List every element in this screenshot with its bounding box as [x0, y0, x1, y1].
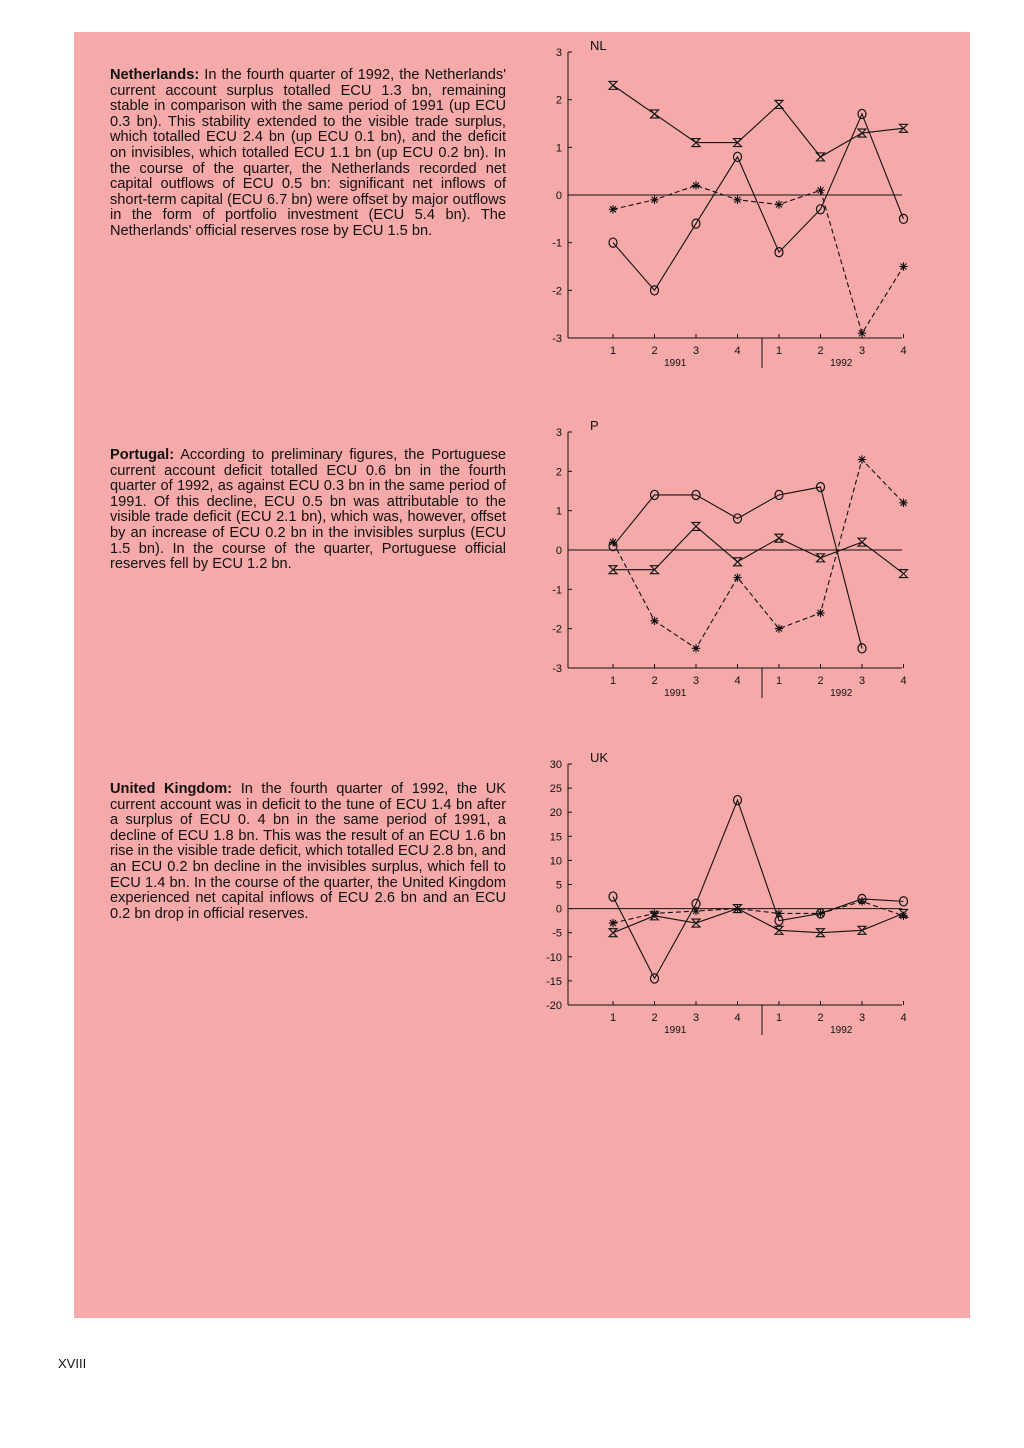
y-tick-label: 3 — [555, 427, 562, 439]
data-point-star — [816, 186, 824, 194]
x-tick-label: 3 — [858, 675, 866, 687]
data-point-hourglass — [817, 153, 825, 161]
marker-star — [733, 904, 741, 912]
data-point-hourglass — [817, 554, 825, 562]
y-tick-label: 30 — [549, 759, 562, 771]
x-tick-label: 1 — [609, 675, 617, 687]
data-point-star — [816, 909, 824, 917]
chart-title: UK — [590, 750, 609, 765]
data-point-star — [733, 196, 741, 204]
data-point-hourglass — [900, 570, 908, 578]
x-tick-label: 4 — [900, 675, 907, 687]
x-tick-label: 1 — [775, 1012, 783, 1024]
y-tick-label: 3 — [555, 47, 562, 59]
marker-star — [858, 897, 866, 905]
marker-star — [816, 609, 824, 617]
x-tick-label: 4 — [900, 1012, 907, 1024]
portugal-paragraph: Portugal: According to preliminary figures, the Portuguese current account deficit totalled ECU 0.6 bn in the fourth quarter of 1992, as against ECU 0.3 bn in the same period of 1991. Of this decline, ECU 0.5 bn was attributable to the visible trade deficit (ECU 2.1 bn), which was, however, offset by an increase of ECU 0.2 bn in the invisibles surplus (ECU 1.5 bn). In the course of the quarter, Portuguese official reserves fell by ECU 1.2 bn. — [110, 447, 507, 573]
year-label: 1991 — [664, 1025, 687, 1036]
data-point-star — [775, 624, 783, 632]
data-point-hourglass — [609, 81, 617, 89]
year-label: 1992 — [830, 358, 853, 369]
marker-star — [692, 644, 700, 652]
marker-hourglass — [900, 570, 908, 578]
marker-hourglass — [858, 538, 866, 546]
data-point-star — [692, 181, 700, 189]
y-tick-label: -10 — [546, 951, 562, 964]
marker-star — [692, 181, 700, 189]
y-tick-label: 1 — [555, 142, 562, 155]
x-tick-label: 2 — [651, 1012, 658, 1024]
y-tick-label: 0 — [555, 190, 562, 202]
marker-star — [775, 200, 783, 208]
y-tick-label: -1 — [552, 237, 562, 250]
y-tick-label: -2 — [552, 623, 562, 636]
series-line-hourglass — [613, 85, 904, 157]
chart-nl — [540, 40, 920, 390]
marker-star — [609, 919, 617, 927]
marker-star — [650, 909, 658, 917]
data-point-star — [609, 919, 617, 927]
data-point-star — [858, 329, 866, 337]
y-tick-label: 1 — [555, 505, 562, 518]
marker-hourglass — [734, 558, 742, 566]
data-point-star — [733, 573, 741, 581]
data-point-circle — [609, 238, 617, 247]
series-line-star — [613, 185, 904, 333]
y-tick-label: 20 — [549, 807, 562, 820]
marker-star — [858, 455, 866, 463]
data-point-hourglass — [858, 538, 866, 546]
marker-star — [899, 499, 907, 507]
x-tick-label: 3 — [692, 345, 700, 357]
y-tick-label: -5 — [552, 927, 562, 940]
marker-star — [775, 909, 783, 917]
x-tick-label: 3 — [692, 1012, 700, 1024]
data-point-star — [692, 907, 700, 915]
y-tick-label: 0 — [555, 545, 562, 557]
y-tick-label: -3 — [552, 333, 562, 345]
x-tick-label: 1 — [609, 345, 617, 357]
marker-circle — [858, 644, 866, 653]
paragraph-text: In the fourth quarter of 1992, the UK current account was in deficit to the tune of ECU 1.4 bn after a surplus of ECU 0. 4 bn in the same period of 1991, a decline of ECU 1.8 bn. This was the result of an ECU 1.6 bn rise in the visible trade deficit, which totalled ECU 2.8 bn, and an ECU 0.2 bn decline in the invisibles surplus, which fell to ECU 1.4 bn. In the course of the quarter, the United Kingdom experienced net capital inflows of ECU 2.6 bn and an ECU 0.2 bn drop in official reserves. — [110, 781, 507, 922]
y-tick-label: 25 — [549, 783, 562, 796]
marker-hourglass — [651, 110, 659, 118]
y-tick-label: -2 — [552, 285, 562, 298]
year-label: 1991 — [664, 358, 687, 369]
marker-star — [650, 196, 658, 204]
x-tick-label: 2 — [817, 1012, 824, 1024]
y-tick-label: 5 — [555, 879, 562, 892]
country-heading: Portugal — [110, 447, 170, 463]
x-tick-label: 1 — [775, 345, 783, 357]
marker-star — [692, 907, 700, 915]
page-number: XVIII — [58, 1356, 87, 1371]
y-tick-label: 2 — [555, 466, 562, 479]
x-tick-label: 4 — [734, 345, 741, 357]
marker-star — [609, 205, 617, 213]
y-tick-label: 0 — [555, 903, 562, 916]
chart-uk — [540, 740, 920, 1050]
chart-title: P — [590, 418, 599, 433]
x-tick-label: 4 — [734, 675, 741, 687]
series-line-circle — [613, 487, 862, 648]
data-point-star — [899, 262, 907, 270]
data-point-hourglass — [651, 110, 659, 118]
marker-hourglass — [692, 522, 700, 530]
data-point-star — [650, 909, 658, 917]
y-tick-label: -20 — [546, 1000, 562, 1012]
chart-p — [540, 420, 920, 710]
y-tick-label: 10 — [549, 855, 562, 868]
data-point-star — [899, 912, 907, 920]
series-line-circle — [613, 800, 904, 978]
marker-hourglass — [817, 554, 825, 562]
marker-star — [733, 573, 741, 581]
marker-circle — [609, 238, 617, 247]
data-point-star — [775, 200, 783, 208]
marker-hourglass — [775, 534, 783, 542]
marker-star — [858, 329, 866, 337]
year-label: 1992 — [830, 1025, 853, 1036]
year-label: 1992 — [830, 688, 853, 699]
data-point-star — [609, 538, 617, 546]
marker-star — [816, 186, 824, 194]
paragraph-text: In the fourth quarter of 1992, the Netherlands' current account surplus totalled ECU 1.3 bn, remaining stable in comparison with the same period of 1991 (up ECU 0.3 bn). This stability extended to the visible trade surplus, which totalled ECU 2.4 bn (up ECU 0.1 bn), and the deficit on invisibles, which totalled ECU 1.1 bn (up ECU 0.2 bn). In the course of the quarter, the Netherlands recorded net capital outflows of ECU 0.5 bn: significant net inflows of short-term capital (ECU 6.7 bn) were offset by major outflows in the form of portfolio investment (ECU 5.4 bn). The Netherlands' official reserves rose by ECU 1.5 bn. — [110, 67, 506, 239]
marker-hourglass — [775, 100, 783, 108]
y-tick-label: 2 — [555, 94, 562, 107]
x-tick-label: 2 — [651, 675, 658, 687]
y-tick-label: -1 — [552, 584, 562, 597]
country-heading: Netherlands — [110, 67, 195, 83]
data-point-star — [775, 909, 783, 917]
data-point-star — [858, 897, 866, 905]
y-tick-label: -3 — [552, 663, 562, 675]
series-line-star — [613, 460, 904, 649]
data-point-circle — [858, 644, 866, 653]
x-tick-label: 1 — [609, 1012, 617, 1024]
data-point-star — [816, 609, 824, 617]
x-tick-label: 1 — [775, 675, 783, 687]
paragraph-text: According to preliminary figures, the Portuguese current account deficit totalled ECU 0.6 bn in the fourth quarter of 1992, as against ECU 0.3 bn in the same period of 1991. Of this decline, ECU 0.5 bn was attributable to the visible trade deficit (ECU 2.1 bn), which was, however, offset by an increase of ECU 0.2 bn in the invisibles surplus (ECU 1.5 bn). In the course of the quarter, Portuguese official reserves fell by ECU 1.2 bn. — [110, 447, 507, 573]
y-tick-label: -15 — [546, 975, 562, 988]
marker-star — [816, 909, 824, 917]
x-tick-label: 2 — [817, 675, 824, 687]
x-tick-label: 3 — [858, 1012, 866, 1024]
country-heading: United Kingdom — [110, 781, 228, 797]
data-point-star — [858, 455, 866, 463]
data-point-star — [650, 196, 658, 204]
data-point-star — [692, 644, 700, 652]
x-tick-label: 4 — [900, 345, 907, 357]
year-label: 1991 — [664, 688, 687, 699]
data-point-star — [609, 205, 617, 213]
data-point-star — [899, 499, 907, 507]
y-tick-label: 15 — [549, 831, 562, 844]
data-point-hourglass — [734, 558, 742, 566]
data-point-star — [650, 617, 658, 625]
data-point-hourglass — [775, 100, 783, 108]
marker-star — [650, 617, 658, 625]
x-tick-label: 3 — [692, 675, 700, 687]
marker-star — [899, 912, 907, 920]
marker-hourglass — [609, 929, 617, 937]
x-tick-label: 2 — [651, 345, 658, 357]
data-point-star — [733, 904, 741, 912]
marker-star — [609, 538, 617, 546]
data-point-hourglass — [775, 534, 783, 542]
marker-hourglass — [817, 153, 825, 161]
marker-star — [899, 262, 907, 270]
united-kingdom-paragraph: United Kingdom: In the fourth quarter of 1992, the UK current account was in deficit to the tune of ECU 1.4 bn after a surplus of ECU 0. 4 bn in the same period of 1991, a decline of ECU 1.8 bn. This was the result of an ECU 1.6 bn rise in the visible trade deficit, which totalled ECU 2.8 bn, and an ECU 0.2 bn decline in the invisibles surplus, which fell to ECU 1.4 bn. In the course of the quarter, the United Kingdom experienced net capital inflows of ECU 2.6 bn and an ECU 0.2 bn drop in official reserves. — [110, 781, 507, 922]
marker-star — [733, 196, 741, 204]
marker-hourglass — [609, 81, 617, 89]
x-tick-label: 3 — [858, 345, 866, 357]
x-tick-label: 4 — [734, 1012, 741, 1024]
netherlands-paragraph: Netherlands: In the fourth quarter of 1992, the Netherlands' current account surplus totalled ECU 1.3 bn, remaining stable in comparison with the same period of 1991 (up ECU 0.3 bn). This stability extended to the visible trade surplus, which totalled ECU 2.4 bn (up ECU 0.1 bn), and the deficit on invisibles, which totalled ECU 1.1 bn (up ECU 0.2 bn). In the course of the quarter, the Netherlands recorded net capital outflows of ECU 0.5 bn: significant net inflows of short-term capital (ECU 6.7 bn) were offset by major outflows in the form of portfolio investment (ECU 5.4 bn). The Netherlands' official reserves rose by ECU 1.5 bn. — [110, 67, 506, 239]
data-point-hourglass — [692, 522, 700, 530]
chart-title: NL — [590, 38, 607, 53]
marker-star — [775, 624, 783, 632]
data-point-hourglass — [609, 929, 617, 937]
x-tick-label: 2 — [817, 345, 824, 357]
